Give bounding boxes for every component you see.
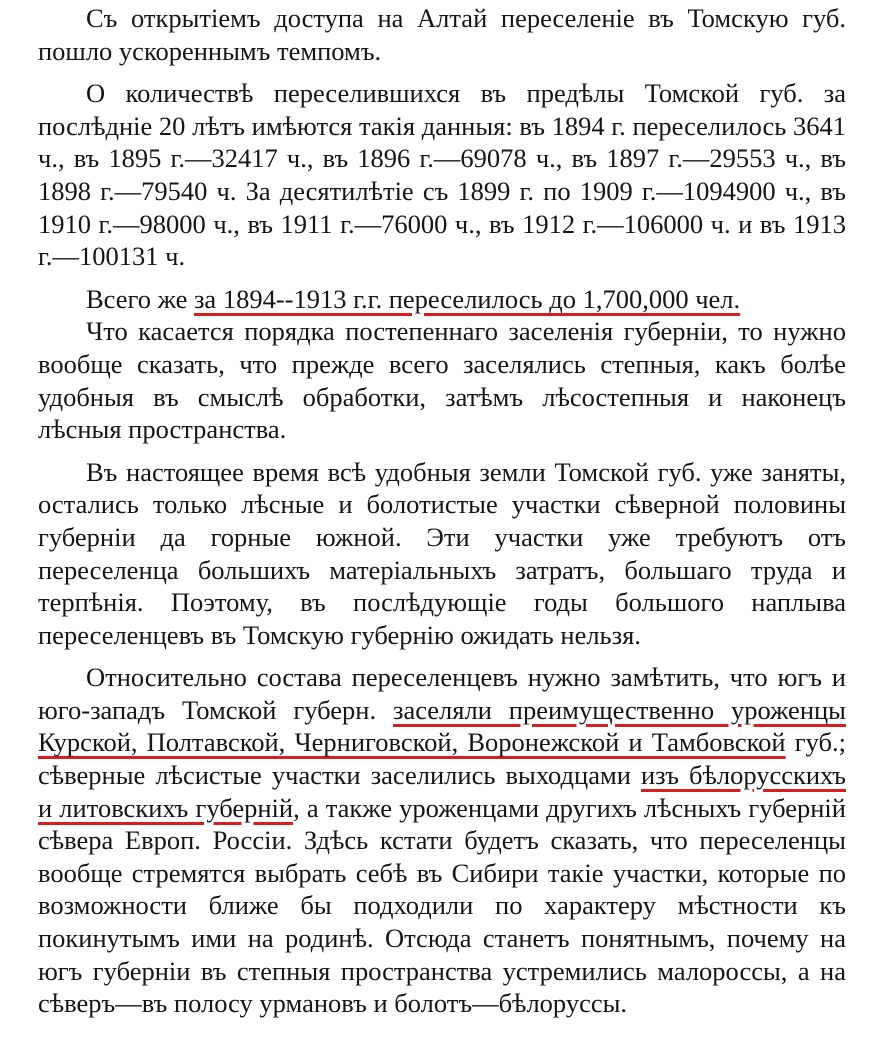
paragraph-text: Относительно состава переселенцевъ нужно замѣтить, что югъ и юго-западъ Томской губерн.: [38, 662, 846, 725]
underlined-total-figure: за 1894--1913 г.г. переселилось до 1,700,000 чел.: [193, 283, 741, 314]
paragraph-settler-origins: [38, 661, 846, 1020]
paragraph-settler-statistics: [38, 77, 846, 273]
paragraph-text: О количествѣ переселившихся въ предѣлы Томской губ. за послѣдніе 20 лѣтъ имѣются такія данныя: въ 1894 г. переселилось 3641 ч., въ 1895 г.—32417 ч., въ 1896 г.—69078 ч., въ 1897 г.—29553 ч., въ 1898 г.—79540 ч. За десятилѣтіе съ 1899 г. по 1909 г.—1094900 ч., въ 1910 г.—98000 ч., въ 1911 г.—76000 ч., въ 1912 г.—106000 ч. и въ 1913 г.—100131 ч.: [38, 78, 846, 272]
paragraph-total-settlers: [38, 283, 846, 316]
paragraph-text: Съ открытіемъ доступа на Алтай переселеніе въ Томскую губ. пошло ускореннымъ темпомъ.: [38, 3, 846, 66]
paragraph-text: Въ настоящее время всѣ удобныя земли Томской губ. уже заняты, остались только лѣсные и болотистые участки сѣверной половины губерніи да горные южной. Эти участки уже требуютъ отъ переселенца большихъ матеріальныхъ затратъ, большаго труда и терпѣнія. Поэтому, въ послѣдующіе годы большого наплыва переселенцевъ въ Томскую губернію ожидать нельзя.: [38, 456, 846, 650]
paragraph-text: , а также уроженцами другихъ лѣсныхъ губерній сѣвера Европ. Россіи. Здѣсь кстати будетъ сказать, что переселенцы вообще стремятся выбрать себѣ въ Сибири такіе участки, которые по возможности ближе бы подходили по характеру мѣстности къ покинутымъ ими на родинѣ. Отсюда станетъ понятнымъ, почему на югъ губерніи въ степныя пространства устремились малороссы, а на сѣверъ—въ полосу урмановъ и болотъ—бѣлоруссы.: [38, 792, 846, 1019]
paragraph-text: губ.; сѣверные лѣсистые участки заселились выходцами: [38, 727, 846, 791]
underlined-northern-provinces: изъ бѣлорусскихъ и литовскихъ губерній: [38, 760, 846, 823]
paragraph-text: Всего же: [86, 283, 194, 314]
underlined-southern-provinces: заселяли преимущественно уроженцы Курской, Полтавской, Черниговской, Воронежской и Тамбовской: [38, 694, 846, 758]
paragraph-altai-opening: [38, 2, 846, 67]
paragraph-current-lands: [38, 456, 846, 652]
paragraph-settlement-order: [38, 315, 846, 445]
paragraph-text: Что касается порядка постепеннаго заселенія губерніи, то нужно вообще сказать, что прежде всего заселялись степныя, какъ болѣе удобныя въ смыслѣ обработки, затѣмъ лѣсостепныя и наконецъ лѣсныя пространства.: [38, 316, 846, 445]
document-page: [38, 2, 846, 1020]
